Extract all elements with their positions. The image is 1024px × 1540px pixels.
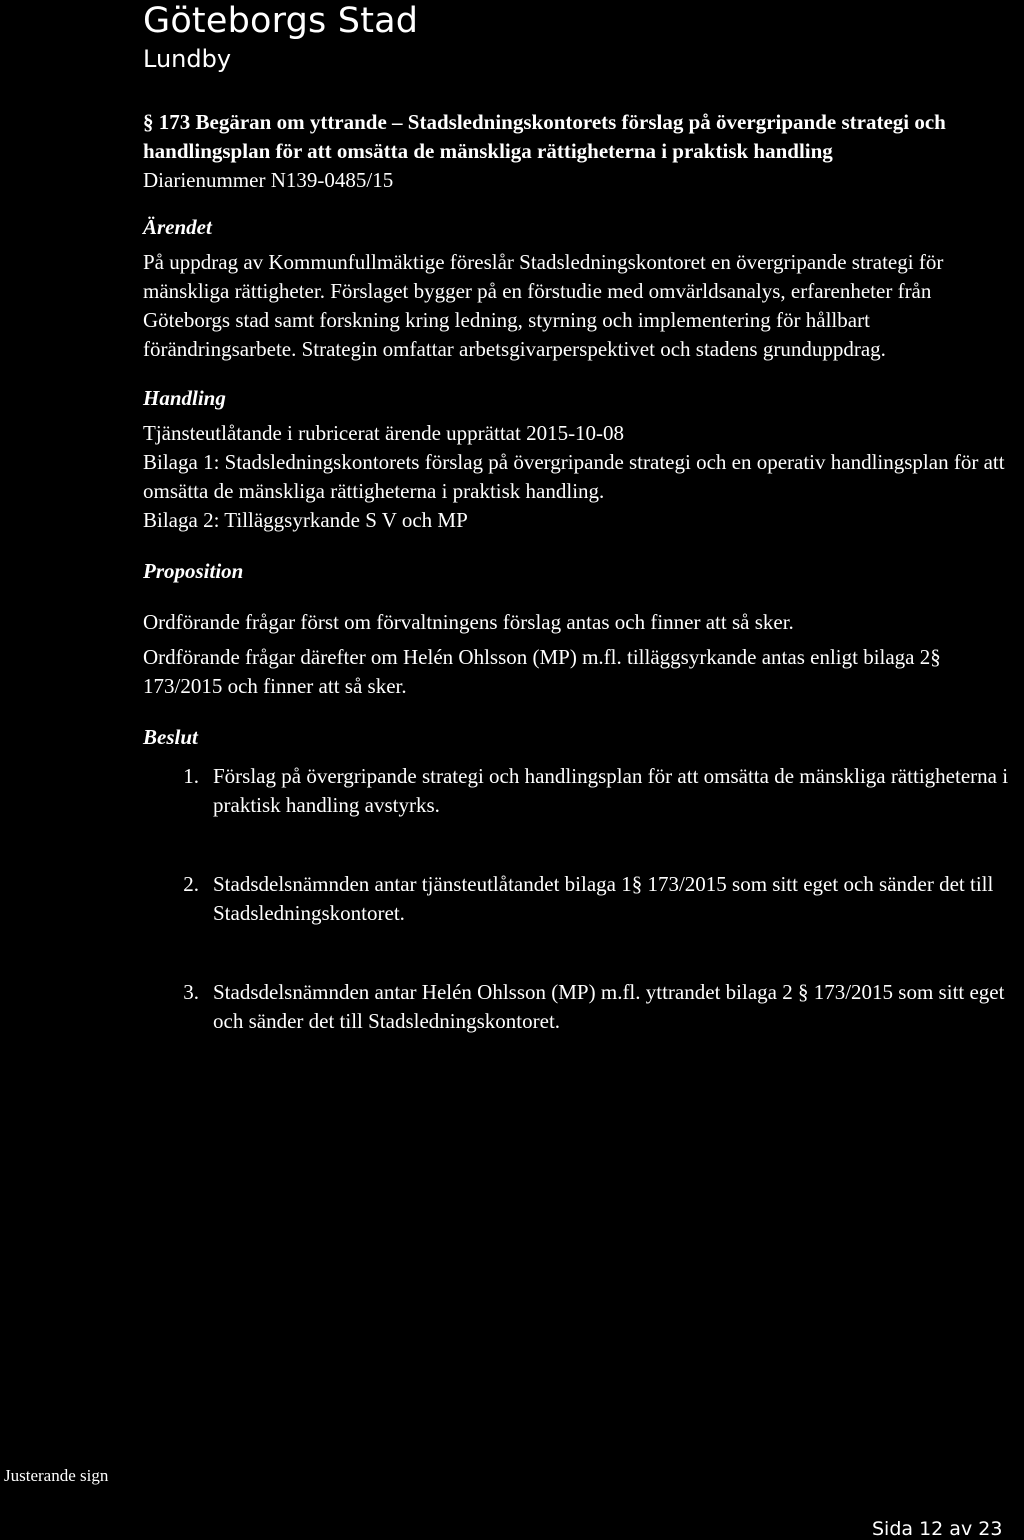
section-heading-arendet: Ärendet <box>143 215 212 239</box>
decision-text: Förslag på övergripande strategi och handlingsplan för att omsätta de mänskliga rättigheterna i praktisk handling avstyrks. <box>213 764 1009 817</box>
proposition-line: Ordförande frågar därefter om Helén Ohlsson (MP) m.fl. tilläggsyrkande antas enligt bilaga 2§ 173/2015 och finner att så sker. <box>143 645 941 698</box>
decision-number: 2. <box>183 872 199 896</box>
handling-line: Tjänsteutlåtande i rubricerat ärende upprättat 2015-10-08 <box>143 421 625 445</box>
section-heading-beslut: Beslut <box>143 725 198 749</box>
organization-name: Göteborgs Stad <box>143 1 419 41</box>
decision-text: Stadsdelsnämnden antar tjänsteutlåtandet bilaga 1§ 173/2015 som sitt eget och sänder det till Stadsledningskontoret. <box>213 872 994 925</box>
signature-label: Justerande sign <box>4 1466 109 1485</box>
decision-number: 3. <box>183 980 199 1004</box>
proposition-line: Ordförande frågar först om förvaltningens förslag antas och finner att så sker. <box>143 610 794 634</box>
handling-line: Bilaga 1: Stadsledningskontorets förslag på övergripande strategi och en operativ handlingsplan för att omsätta de mänskliga rättigheterna i praktisk handling. <box>143 450 1005 503</box>
section-heading-handling: Handling <box>143 386 226 410</box>
item-title: § 173 Begäran om yttrande – Stadsledningskontorets förslag på övergripande strategi och handlingsplan för att omsätta de mänskliga rättigheterna i praktisk handling <box>143 110 946 163</box>
diary-number: Diarienummer N139-0485/15 <box>143 168 394 192</box>
handling-line: Bilaga 2: Tilläggsyrkande S V och MP <box>143 508 468 532</box>
decision-text: Stadsdelsnämnden antar Helén Ohlsson (MP) m.fl. yttrandet bilaga 2 § 173/2015 som sitt eget och sänder det till Stadsledningskontoret. <box>213 980 1005 1033</box>
decision-number: 1. <box>183 764 199 788</box>
page-number: Sida 12 av 23 <box>872 1518 1003 1540</box>
section-heading-proposition: Proposition <box>143 559 244 583</box>
decision-item <box>143 762 1021 820</box>
document-body <box>143 108 1021 1086</box>
decision-item <box>143 978 1021 1036</box>
decision-list <box>143 762 1021 1036</box>
decision-item <box>143 870 1021 928</box>
arendet-text: På uppdrag av Kommunfullmäktige föreslår Stadsledningskontoret en övergripande strategi för mänskliga rättigheter. Förslaget bygger på en förstudie med omvärldsanalys, erfarenheter från Göteborgs stad samt forskning kring ledning, styrning och implementering för hållbart förändringsarbete. Strategin omfattar arbetsgivarperspektivet och stadens grunduppdrag. <box>143 250 944 361</box>
organization-unit: Lundby <box>143 45 232 73</box>
